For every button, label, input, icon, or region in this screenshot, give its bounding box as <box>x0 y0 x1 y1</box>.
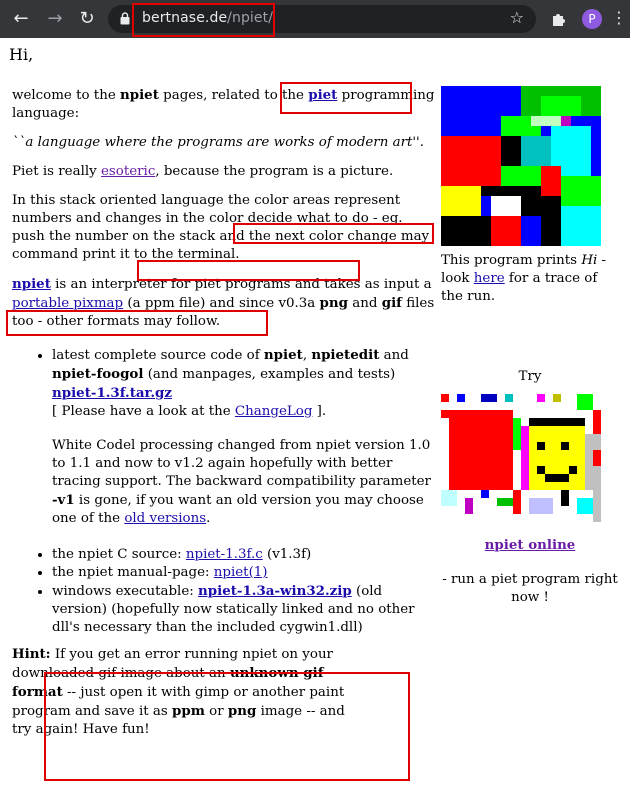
v1-flag: -v1 <box>52 492 75 508</box>
li2-text: the npiet C source: <box>52 547 186 562</box>
changelog-note-post: ]. <box>312 404 327 419</box>
url-text <box>142 10 273 26</box>
hint-ppm: ppm <box>172 703 205 719</box>
li1-npiet: npiet <box>263 347 303 363</box>
address-bar[interactable] <box>108 5 536 33</box>
greeting: Hi, <box>9 45 34 64</box>
esoteric-text-post: , because the program is a picture. <box>155 164 394 179</box>
li1-text: latest complete source code of <box>52 348 264 363</box>
extensions-puzzle-icon[interactable] <box>551 10 567 26</box>
tarball-link[interactable]: npiet-1.3f.tar.gz <box>52 385 173 401</box>
esoteric-link[interactable]: esoteric <box>100 164 156 179</box>
interp-text: is an interpreter for piet programs <box>50 277 291 292</box>
try-online-box <box>441 368 619 607</box>
li1-foogol: npiet-foogol <box>52 366 144 382</box>
hint-png: png <box>227 703 257 719</box>
browser-toolbar <box>0 0 630 38</box>
color-areas-phrase: color areas represent numbers <box>12 193 401 226</box>
interp-text-3: (a ppm file) and since v0.3a <box>123 296 320 311</box>
hint-text-mid: -- just open it with gimp or another paint program and save it as <box>12 685 345 719</box>
interpreter-paragraph <box>12 275 436 331</box>
url-host: bertnase.de <box>142 10 228 26</box>
list-item-source <box>52 346 436 528</box>
hint-text-post: image -- and try again! Have fun! <box>12 704 345 737</box>
png-bold: png <box>319 295 349 311</box>
hint-text: If you get an error running npiet on your downloaded gif image about an <box>12 647 333 681</box>
li4-text-post: (old version) (hopefully now statically linked and no other dll's necessary than the included cygwin1.dll) <box>52 584 415 635</box>
interp-text-2: and takes as input a <box>290 277 432 292</box>
hint-label: Hint: <box>12 646 51 662</box>
list-item-manpage <box>52 564 436 582</box>
manpage-link[interactable]: npiet(1) <box>213 565 268 580</box>
forward-arrow-icon[interactable]: → <box>47 8 63 29</box>
c-source-link[interactable]: npiet-1.3f.c <box>185 547 263 562</box>
program-caption <box>441 252 623 306</box>
back-arrow-icon[interactable]: ← <box>13 8 29 29</box>
list-item-windows <box>52 582 436 637</box>
caption-text: This program prints <box>441 253 582 268</box>
esoteric-paragraph <box>12 163 436 181</box>
old-versions-link[interactable]: old versions <box>124 511 207 526</box>
li2-text-post: (v1.3f) <box>262 547 312 562</box>
try-label: Try <box>518 369 542 384</box>
piet-hi-program-image <box>441 86 601 246</box>
caption-text-post: for a trace of the run. <box>441 271 598 304</box>
page-content <box>0 38 630 787</box>
quote: ``a language where the programs are works of modern art''. <box>12 135 424 150</box>
lock-icon <box>120 12 130 25</box>
interp-text-4: files too - other formats may follow. <box>12 296 435 329</box>
npiet-link[interactable]: npiet <box>12 276 51 292</box>
changelog-link[interactable]: ChangeLog <box>234 404 313 419</box>
bookmark-star-icon[interactable]: ☆ <box>509 8 524 27</box>
reload-icon[interactable]: ↻ <box>79 8 95 29</box>
changelog-note: [ Please have a look at the <box>52 404 235 419</box>
li1-sep3: (and manpages, examples and tests) <box>143 367 396 382</box>
and-text: and <box>348 296 382 311</box>
codel-text-mid: is gone, if you want an old version you may choose one of the <box>52 493 424 526</box>
caption-text-mid: - look <box>441 253 607 286</box>
caption-hi: Hi <box>581 253 598 268</box>
npiet-online-link[interactable]: npiet online <box>484 537 576 553</box>
esoteric-text: Piet is really <box>12 164 101 179</box>
intro-text-mid: pages, related to the <box>158 88 309 103</box>
url-path: /npiet/ <box>227 10 274 26</box>
downloads-list <box>12 346 436 637</box>
stack-text-post: print it to the terminal. <box>78 247 240 262</box>
li1-npietedit: npietedit <box>311 347 380 363</box>
piet-link[interactable]: piet <box>308 87 338 103</box>
stack-text: In this stack oriented language the <box>12 193 255 208</box>
main-column <box>12 86 436 750</box>
intro-text: welcome to the <box>12 88 120 103</box>
intro-paragraph <box>12 86 436 123</box>
codel-text: White Codel processing changed from npiet version 1.0 to 1.1 and now to v1.2 again hopefully with better tracing support. The backward compatibility parameter <box>52 438 431 489</box>
menu-kebab-icon[interactable]: ⋮ <box>611 8 627 27</box>
li1-sep1: , <box>302 348 312 363</box>
npiet-bold: npiet <box>120 87 159 103</box>
hint-gif-format: unknown gif format <box>12 665 324 700</box>
list-item-c-source <box>52 546 436 564</box>
right-column <box>441 86 623 306</box>
portable-pixmap-link[interactable]: portable pixmap <box>12 296 124 311</box>
li4-text: windows executable: <box>52 584 199 599</box>
next-color-phrase: next color change may command <box>12 229 430 262</box>
online-description: - run a piet program right now ! <box>442 572 618 605</box>
intro-text-post: programming language: <box>12 88 435 121</box>
li3-text: the npiet manual-page: <box>52 565 214 580</box>
hint-paragraph <box>12 645 364 739</box>
gif-bold: gif <box>381 295 402 311</box>
trace-link[interactable]: here <box>473 271 505 286</box>
piet-online-image[interactable] <box>441 394 601 522</box>
codel-text-post: . <box>206 511 211 526</box>
hint-or: or <box>204 704 228 719</box>
stack-paragraph <box>12 192 436 264</box>
stack-text-mid: and changes in the color decide what to do - eg. push the number on the stack and the <box>12 211 403 244</box>
profile-avatar[interactable]: P <box>582 9 602 29</box>
li1-sep2: and <box>379 348 409 363</box>
win32-zip-link[interactable]: npiet-1.3a-win32.zip <box>198 583 352 599</box>
